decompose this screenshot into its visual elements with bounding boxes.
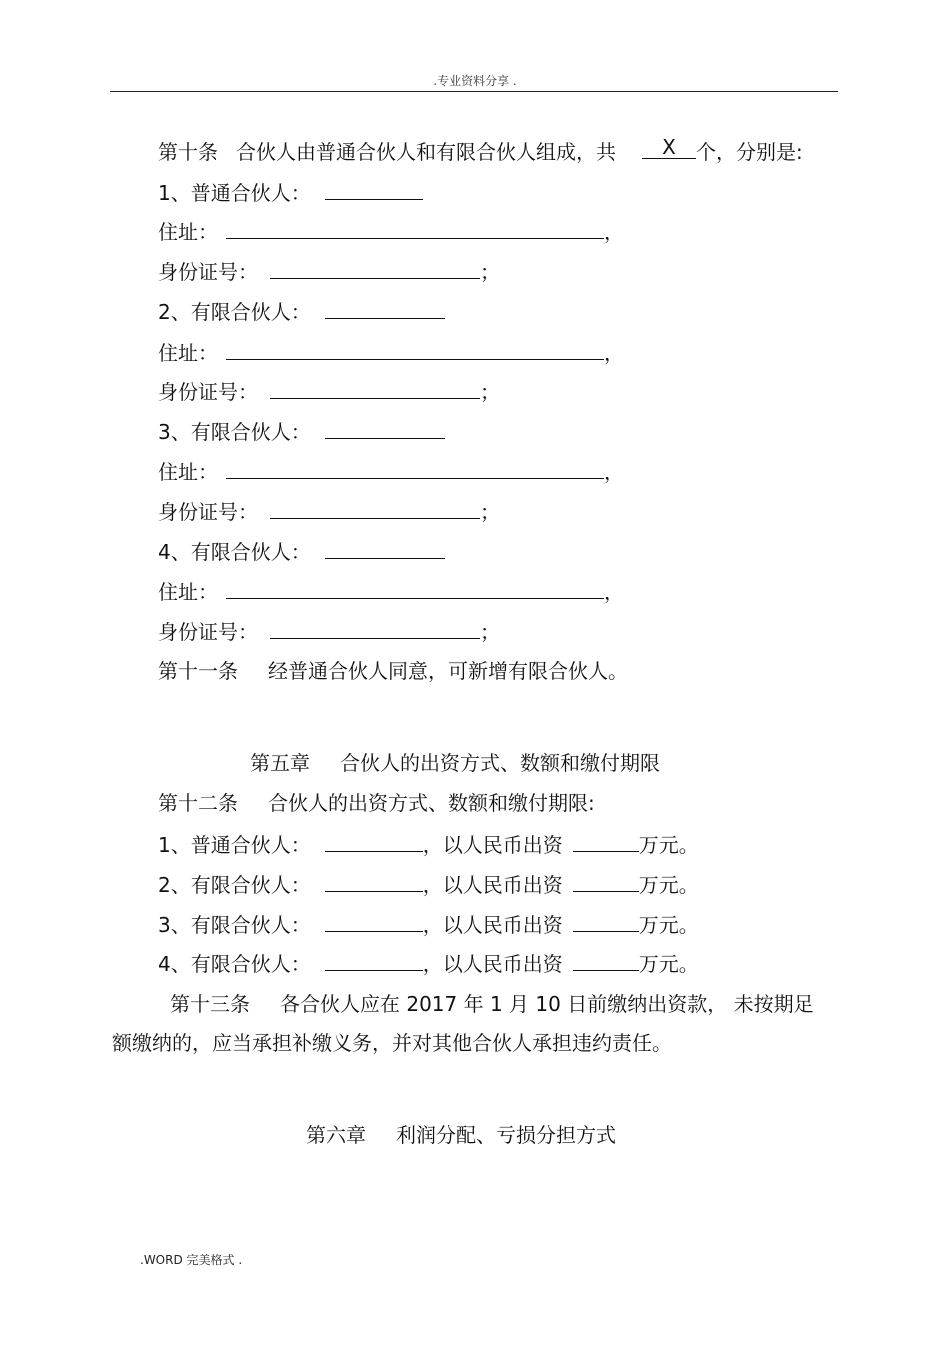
id-label: 身份证号： [158,500,258,524]
article-10-text: 合伙人由普通合伙人和有限合伙人组成，共 [236,140,616,164]
contribution-text: ，以人民币出资 [422,833,563,857]
partner-4-name-field[interactable] [325,538,445,559]
article-10 [158,135,803,165]
partner-4-id-field[interactable] [270,618,480,639]
address-comma: ， [604,580,624,604]
header-rule [110,91,838,92]
article-12 [158,790,595,816]
partner-1-name-field[interactable] [325,179,423,200]
address-label: 住址： [158,460,218,484]
id-label: 身份证号： [158,380,258,404]
chapter-5-title: 合伙人的出资方式、数额和缴付期限 [340,751,660,775]
partner-count-field[interactable] [642,135,696,159]
contribution-2-amount-field[interactable] [573,871,639,892]
partner-3-id-line [158,498,500,525]
partner-1-id-field[interactable] [270,258,480,279]
partner-2-label: 2、有限合伙人： [158,300,311,324]
article-12-prefix: 第十二条 [158,791,238,815]
contribution-unit: 万元。 [638,913,699,937]
partner-1-line [158,179,423,206]
partner-3-line [158,418,445,445]
contribution-3-name-field[interactable] [325,911,423,932]
contribution-2-name-field[interactable] [325,871,423,892]
address-label: 住址： [158,580,218,604]
contribution-2 [158,871,699,898]
article-11 [158,658,628,684]
partner-3-id-field[interactable] [270,498,480,519]
id-label: 身份证号： [158,620,258,644]
contribution-4-name-field[interactable] [325,950,423,971]
article-13-prefix: 第十三条 [170,992,250,1016]
contribution-3-label: 3、有限合伙人： [158,913,311,937]
article-13-line-1 [170,991,814,1017]
contribution-1 [158,831,699,858]
contribution-unit: 万元。 [638,952,699,976]
partner-4-address-line [158,578,624,605]
chapter-6-prefix: 第六章 [306,1123,366,1147]
chapter-5-heading [250,750,660,776]
id-semicolon: ； [480,620,500,644]
contribution-text: ，以人民币出资 [422,873,563,897]
partner-3-name-field[interactable] [325,418,445,439]
contribution-4-amount-field[interactable] [573,950,639,971]
partner-4-line [158,538,445,565]
contribution-3 [158,911,699,938]
contribution-1-name-field[interactable] [325,831,423,852]
article-11-text: 经普通合伙人同意，可新增有限合伙人。 [268,659,628,683]
partner-1-address-field[interactable] [226,218,604,239]
chapter-5-prefix: 第五章 [250,751,310,775]
partner-2-id-field[interactable] [270,378,480,399]
address-comma: ， [604,220,624,244]
page-header: .专业资料分享 . [433,74,517,88]
page-footer: .WORD 完美格式 . [140,1253,243,1267]
chapter-6-heading [306,1122,616,1148]
id-semicolon: ； [480,500,500,524]
partner-3-address-line [158,458,624,485]
id-label: 身份证号： [158,260,258,284]
partner-count-value: X [662,135,676,159]
article-13-text-1: 各合伙人应在 2017 年 1 月 10 日前缴纳出资款， 未按期足 [280,992,814,1016]
article-10-prefix: 第十条 [158,140,218,164]
address-label: 住址： [158,220,218,244]
chapter-6-title: 利润分配、亏损分担方式 [396,1123,616,1147]
partner-1-label: 1、普通合伙人： [158,181,311,205]
partner-2-name-field[interactable] [325,298,445,319]
id-semicolon: ； [480,260,500,284]
contribution-text: ，以人民币出资 [422,913,563,937]
partner-1-address-line [158,218,624,245]
address-comma: ， [604,460,624,484]
contribution-text: ，以人民币出资 [422,952,563,976]
article-12-text: 合伙人的出资方式、数额和缴付期限: [268,791,595,815]
partner-4-label: 4、有限合伙人： [158,540,311,564]
partner-3-address-field[interactable] [226,458,604,479]
contribution-3-amount-field[interactable] [573,911,639,932]
contribution-1-label: 1、普通合伙人： [158,833,311,857]
partner-2-line [158,298,445,325]
partner-2-address-field[interactable] [226,339,604,360]
contribution-1-amount-field[interactable] [573,831,639,852]
address-label: 住址： [158,341,218,365]
article-13-line-2: 额缴纳的，应当承担补缴义务，并对其他合伙人承担违约责任。 [112,1031,672,1055]
partner-3-label: 3、有限合伙人： [158,420,311,444]
partner-2-address-line [158,339,624,366]
id-semicolon: ； [480,380,500,404]
contribution-unit: 万元。 [638,873,699,897]
partner-4-address-field[interactable] [226,578,604,599]
partner-1-id-line [158,258,500,285]
contribution-unit: 万元。 [638,833,699,857]
contribution-4 [158,950,699,977]
article-11-prefix: 第十一条 [158,659,238,683]
partner-4-id-line [158,618,500,645]
partner-2-id-line [158,378,500,405]
contribution-4-label: 4、有限合伙人： [158,952,311,976]
contribution-2-label: 2、有限合伙人： [158,873,311,897]
address-comma: ， [604,341,624,365]
article-10-text-after: 个，分别是: [696,140,803,164]
